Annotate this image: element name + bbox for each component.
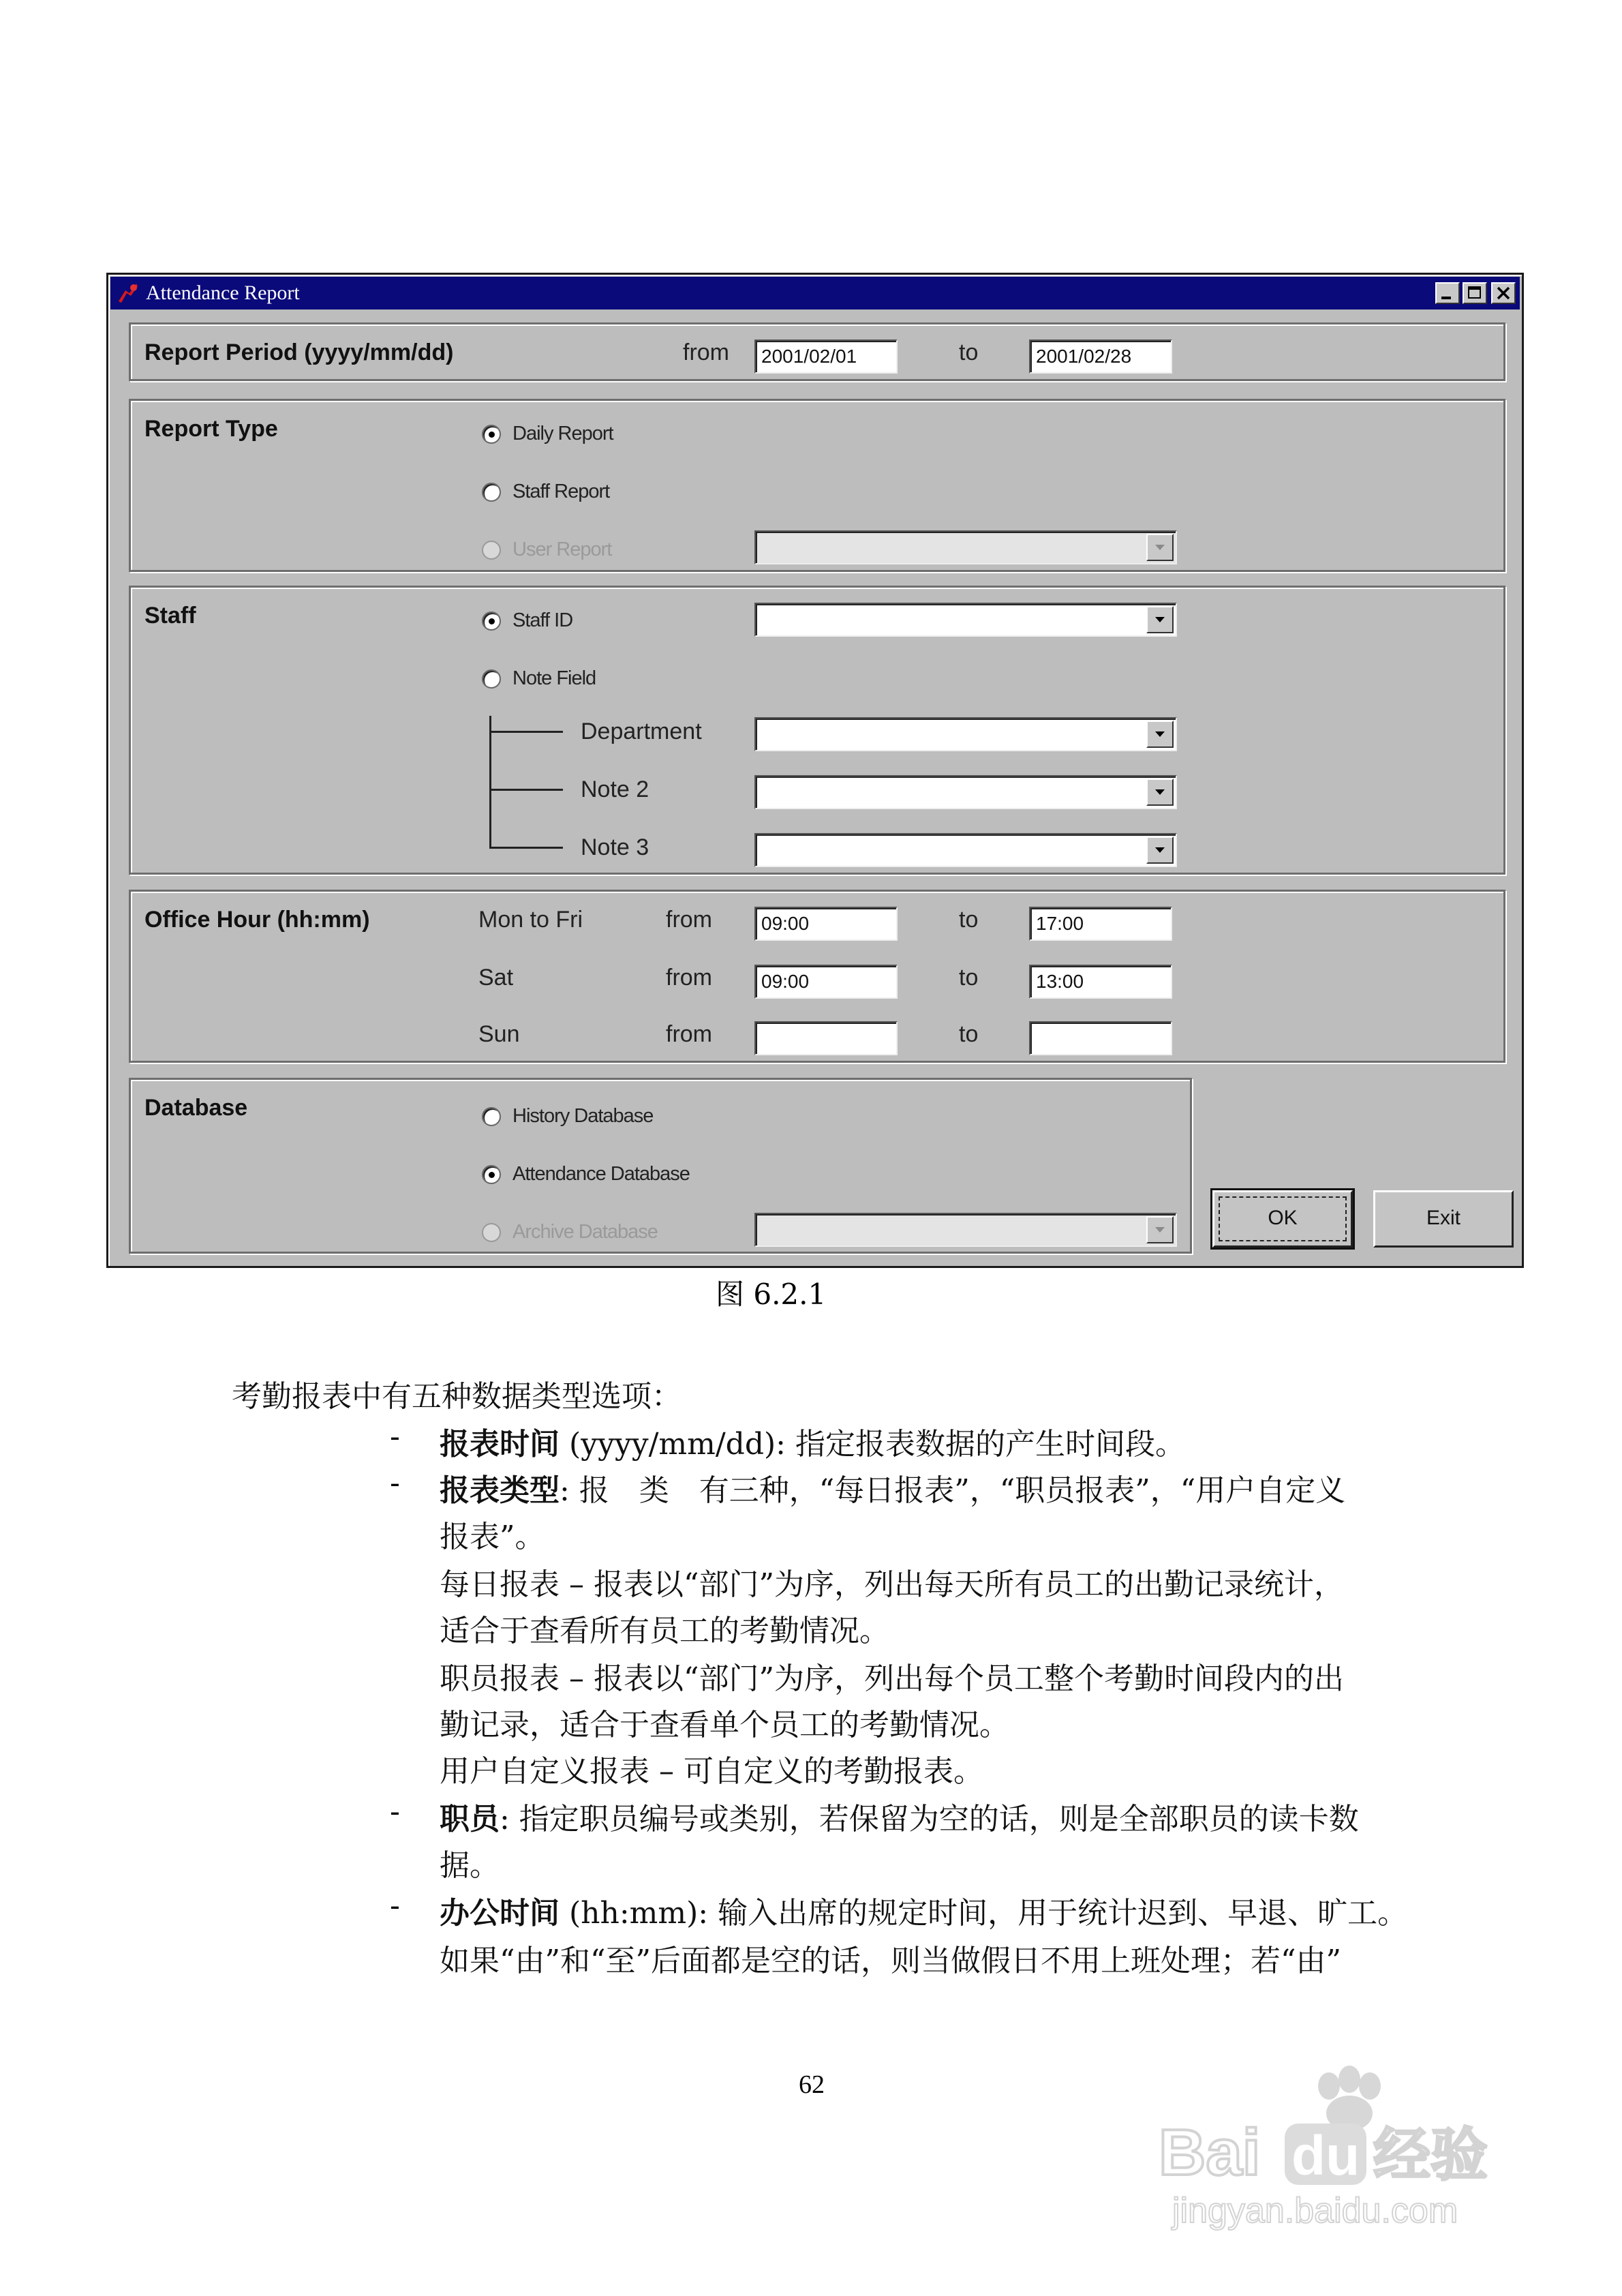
item-report-type-line2: 报表”。: [440, 1520, 545, 1554]
daily-report-desc-2: 适合于查看所有员工的考勤情况。: [440, 1614, 889, 1648]
exit-button[interactable]: [1373, 1190, 1514, 1248]
chevron-down-icon[interactable]: [1146, 836, 1174, 864]
item-staff-line2: 据。: [440, 1848, 500, 1883]
svg-text:jingyan.baidu.com: jingyan.baidu.com: [1172, 2191, 1458, 2231]
paw-icon: [1318, 2066, 1381, 2131]
minimize-button[interactable]: [1435, 282, 1460, 304]
staff-id-label: Staff ID: [512, 609, 573, 631]
item-staff: [440, 1794, 1359, 1838]
close-icon: [1493, 284, 1514, 303]
ok-button[interactable]: [1212, 1190, 1353, 1248]
chevron-down-icon[interactable]: [1146, 606, 1174, 633]
tree-connector: [489, 716, 491, 848]
chevron-down-icon[interactable]: [1146, 779, 1174, 806]
sun-to-input[interactable]: [1029, 1021, 1172, 1055]
staff-group: [129, 586, 1505, 875]
sun-to-label: to: [959, 1021, 979, 1047]
item-office-hour-line2: 如果“由”和“至”后面都是空的话，则当做假日不用上班处理；若“由”: [440, 1944, 1341, 1978]
figure-caption: 图 6.2.1: [716, 1278, 827, 1311]
daily-report-desc-1: 每日报表 – 报表以“部门”为序，列出每天所有员工的出勤记录统计，: [440, 1567, 1344, 1602]
close-button[interactable]: [1491, 282, 1516, 304]
item-staff-text: : 指定职员编号或类别，若保留为空的话，则是全部职员的读卡数: [500, 1802, 1359, 1837]
window-title: Attendance Report: [146, 282, 300, 304]
sun-label: Sun: [478, 1021, 520, 1047]
history-database-radio[interactable]: [482, 1107, 501, 1126]
minimize-icon: [1437, 284, 1458, 303]
staff-id-radio[interactable]: [482, 611, 501, 631]
exit-button-label: Exit: [1426, 1207, 1460, 1229]
report-type-group: [129, 399, 1505, 572]
tree-branch-note3: [489, 847, 563, 849]
user-report-radio[interactable]: [482, 541, 501, 560]
svg-text:du: du: [1291, 2125, 1360, 2187]
attendance-report-window: [106, 273, 1524, 1268]
svg-text:经验: 经验: [1373, 2121, 1488, 2188]
item-report-period-text: (yyyy/mm/dd): 指定报表数据的产生时间段。: [560, 1427, 1185, 1462]
item-office-hour-title: 办公时间: [440, 1896, 560, 1931]
note-field-radio[interactable]: [482, 669, 501, 689]
note2-label: Note 2: [581, 776, 649, 802]
report-period-group: [129, 322, 1505, 381]
user-report-combo[interactable]: [754, 530, 1177, 564]
sat-to-label: to: [959, 965, 979, 991]
history-database-label: History Database: [512, 1105, 654, 1127]
staff-report-radio[interactable]: [482, 483, 501, 502]
title-bar[interactable]: [110, 277, 1520, 309]
bullet: -: [390, 1794, 400, 1829]
office-hour-label: Office Hour (hh:mm): [144, 907, 370, 933]
attendance-database-radio[interactable]: [482, 1165, 501, 1184]
ok-button-label: OK: [1268, 1207, 1298, 1229]
bullet: -: [390, 1466, 400, 1500]
sun-from-label: from: [666, 1021, 712, 1047]
tree-branch-note2: [489, 789, 563, 791]
sat-from-label: from: [666, 965, 712, 991]
note2-combo[interactable]: [754, 775, 1177, 809]
focus-rect: [1219, 1196, 1347, 1241]
mon-fri-from-input[interactable]: 09:00: [754, 907, 898, 941]
user-report-label: User Report: [512, 539, 612, 560]
baidu-jingyan-watermark: [1145, 2059, 1527, 2236]
sun-from-input[interactable]: [754, 1021, 898, 1055]
mon-fri-label: Mon to Fri: [478, 907, 583, 933]
note3-combo[interactable]: [754, 833, 1177, 867]
chevron-down-icon[interactable]: [1146, 1216, 1174, 1243]
item-report-type-title: 报表类型: [440, 1473, 560, 1508]
svg-text:Bai: Bai: [1159, 2116, 1261, 2189]
archive-database-label: Archive Database: [512, 1221, 658, 1243]
staff-id-combo[interactable]: [754, 603, 1177, 637]
chevron-down-icon[interactable]: [1146, 534, 1174, 561]
chevron-down-icon[interactable]: [1146, 721, 1174, 748]
bullet: -: [390, 1419, 400, 1454]
user-report-desc: 用户自定义报表 – 可自定义的考勤报表。: [440, 1754, 983, 1789]
mon-fri-from-label: from: [666, 907, 712, 933]
note-field-label: Note Field: [512, 667, 596, 689]
sat-label: Sat: [478, 965, 514, 991]
database-label: Database: [144, 1095, 248, 1121]
period-to-label: to: [959, 339, 979, 365]
bullet: -: [390, 1888, 400, 1923]
note3-label: Note 3: [581, 834, 649, 860]
tree-branch-department: [489, 731, 563, 733]
item-report-period: [440, 1419, 1185, 1463]
page-number: 62: [799, 2070, 825, 2099]
staff-report-desc-2: 勤记录，适合于查看单个员工的考勤情况。: [440, 1708, 1009, 1742]
department-combo[interactable]: [754, 717, 1177, 751]
staff-report-label: Staff Report: [512, 481, 610, 502]
intro-text: 考勤报表中有五种数据类型选项：: [232, 1379, 682, 1414]
report-type-label: Report Type: [144, 416, 278, 442]
item-office-hour: [440, 1888, 1407, 1932]
item-report-type: [440, 1466, 1345, 1509]
period-to-input[interactable]: 2001/02/28: [1029, 339, 1172, 374]
database-group: [129, 1078, 1192, 1254]
daily-report-radio[interactable]: [482, 425, 501, 444]
staff-report-desc-1: 职员报表 – 报表以“部门”为序，列出每个员工整个考勤时间段内的出: [440, 1661, 1344, 1696]
report-period-label: Report Period (yyyy/mm/dd): [144, 339, 454, 365]
app-icon: [116, 281, 140, 305]
attendance-database-label: Attendance Database: [512, 1163, 690, 1185]
archive-database-combo[interactable]: [754, 1213, 1177, 1247]
mon-fri-to-input[interactable]: 17:00: [1029, 907, 1172, 941]
maximize-button[interactable]: [1463, 282, 1487, 304]
daily-report-label: Daily Report: [512, 423, 613, 444]
sat-to-input[interactable]: 13:00: [1029, 965, 1172, 999]
office-hour-group: [129, 890, 1505, 1063]
item-office-hour-text: (hh:mm): 输入出席的规定时间，用于统计迟到、早退、旷工。: [560, 1896, 1408, 1931]
sat-from-input[interactable]: 09:00: [754, 965, 898, 999]
archive-database-radio[interactable]: [482, 1223, 501, 1242]
department-label: Department: [581, 719, 702, 744]
item-staff-title: 职员: [440, 1802, 500, 1837]
item-report-type-text: : 报 类 有三种，“每日报表”，“职员报表”，“用户自定义: [560, 1473, 1346, 1508]
period-from-input[interactable]: 2001/02/01: [754, 339, 898, 374]
maximize-icon: [1464, 284, 1486, 303]
period-from-label: from: [683, 339, 729, 365]
staff-label: Staff: [144, 603, 196, 629]
item-report-period-title: 报表时间: [440, 1427, 560, 1462]
mon-fri-to-label: to: [959, 907, 979, 933]
